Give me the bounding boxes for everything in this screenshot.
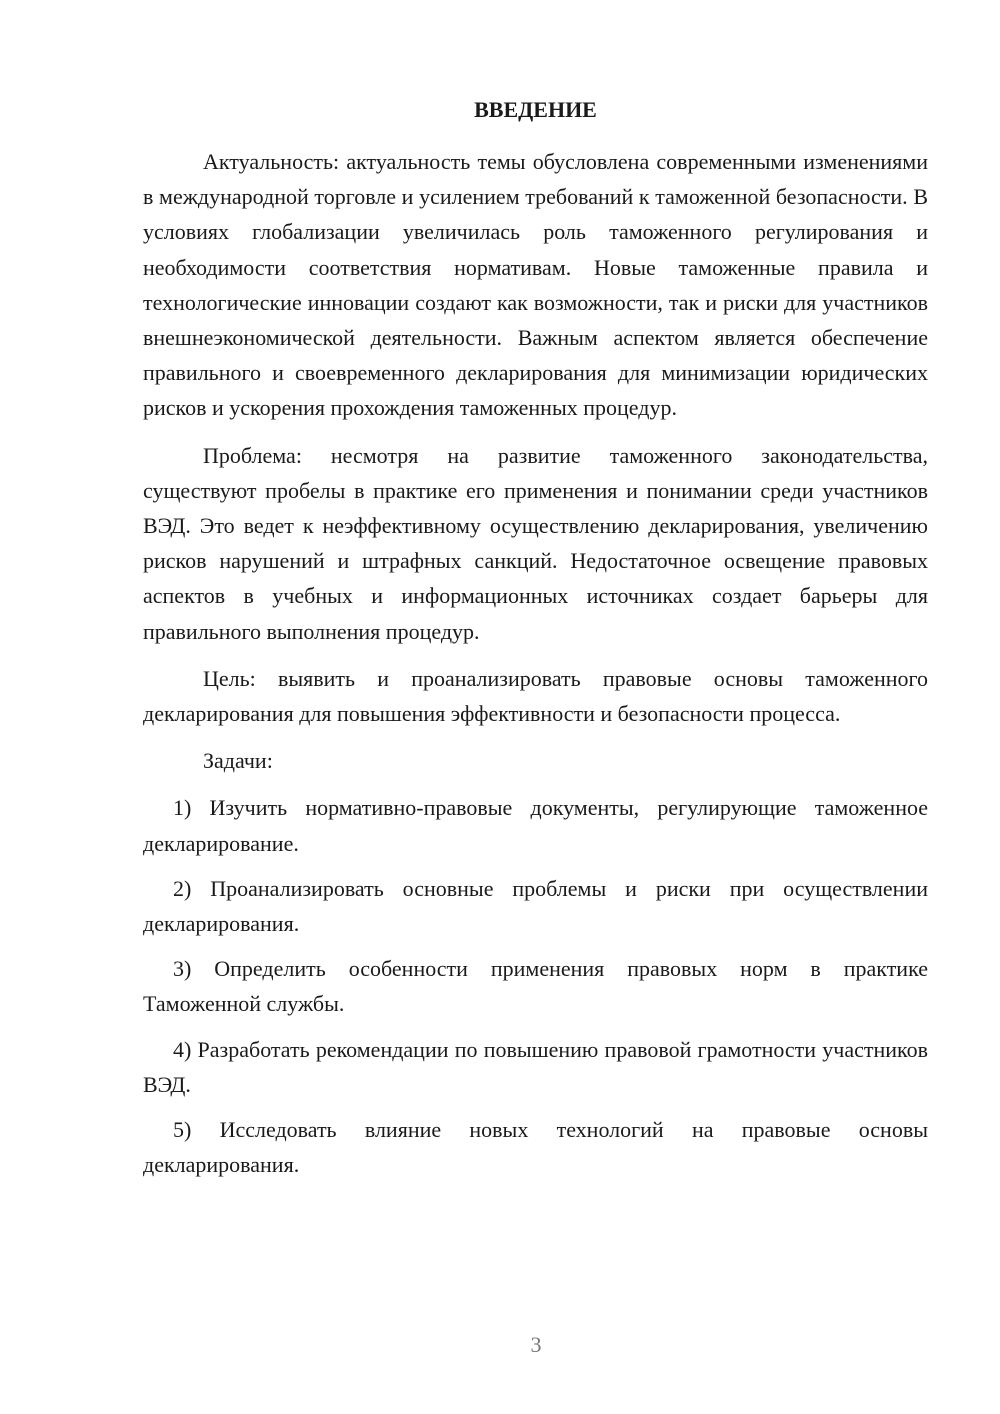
paragraph-problem: Проблема: несмотря на развитие таможенного законодательства, существуют пробелы в практике его применения и понимании среди участников ВЭД. Это ведет к неэффективному осуществлению декларирования, увеличению рисков нарушений и штрафных санкций. Недостаточное освещение правовых аспектов в учебных и информационных источниках создает барьеры для правильного выполнения процедур. (143, 442, 928, 644)
page-title: ВВЕДЕНИЕ (474, 97, 597, 122)
task-item-5: 5) Исследовать влияние новых технологий на правовые основы декларирования. (143, 1117, 928, 1178)
task-item-4: 4) Разработать рекомендации по повышению правовой грамотности участников ВЭД. (143, 1036, 928, 1097)
page-number: 3 (530, 1332, 542, 1357)
task-item-1: 1) Изучить нормативно-правовые документы, регулирующие таможенное декларирование. (143, 795, 928, 856)
tasks-heading: Задачи: (203, 748, 273, 774)
document-body (143, 92, 928, 1192)
task-item-3: 3) Определить особенности применения правовых норм в практике Таможенной службы. (143, 956, 928, 1017)
task-item-2: 2) Проанализировать основные проблемы и риски при осуществлении декларирования. (143, 875, 928, 937)
paragraph-relevance: Актуальность: актуальность темы обусловлена современными изменениями в международной торговле и усилением требований к таможенной безопасности. В условиях глобализации увеличилась роль таможенного регулирования и необходимости соответствия нормативам. Новые таможенные правила и технологические инновации создают как возможности, так и риски для участников внешнеэкономической деятельности. Важным аспектом является обеспечение правильного и своевременного декларирования для минимизации юридических рисков и ускорения прохождения таможенных процедур. (143, 149, 928, 421)
paragraph-goal: Цель: выявить и проанализировать правовые основы таможенного декларирования для повышения эффективности и безопасности процесса. (143, 665, 928, 727)
